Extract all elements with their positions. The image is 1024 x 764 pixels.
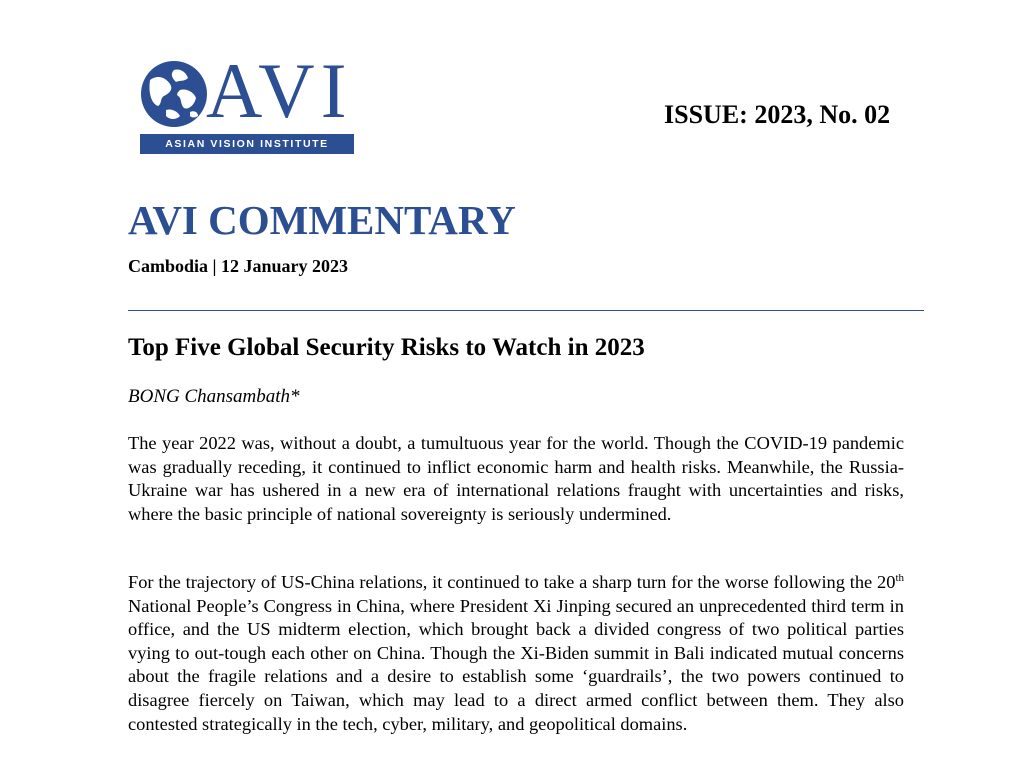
avi-logo — [140, 47, 356, 156]
dateline: Cambodia | 12 January 2023 — [128, 256, 348, 276]
globe-icon — [140, 60, 208, 128]
paragraph-text: For the trajectory of US-China relations, it continued to take a sharp turn for the worse following the 20 — [128, 572, 896, 592]
paragraph: The year 2022 was, without a doubt, a tumultuous year for the world. Though the COVID-19 pandemic was gradually receding, it continued to inflict economic harm and health risks. Meanwhile, the Russia-Ukraine war has ushered in a new era of international relations fraught with uncertainties and risks, where the basic principle of national sovereignty is seriously undermined. — [128, 433, 904, 524]
logo-wordmark: AVI — [206, 47, 353, 134]
divider — [128, 310, 924, 311]
issue-number: ISSUE: 2023, No. 02 — [664, 100, 891, 129]
ordinal-suffix: th — [895, 571, 904, 584]
article-author: BONG Chansambath* — [128, 386, 300, 407]
paragraph-text: National People’s Congress in China, where President Xi Jinping secured an unprecedented third term in office, and the US midterm election, which brought back a divided congress of two political parties vying to out-tough each other on China. Though the Xi-Biden summit in Bali indicated mutual concerns about the fragile relations and a desire to establish some ‘guardrails’, the two powers continued to disagree fiercely on Taiwan, which may lead to a direct armed conflict between them. They also contested strategically in the tech, cyber, military, and geopolitical domains. — [128, 595, 904, 734]
paragraph — [128, 571, 904, 736]
article-title: Top Five Global Security Risks to Watch in 2023 — [128, 334, 645, 361]
logo-org-name: ASIAN VISION INSTITUTE — [140, 134, 354, 154]
series-title: AVI COMMENTARY — [128, 197, 516, 243]
